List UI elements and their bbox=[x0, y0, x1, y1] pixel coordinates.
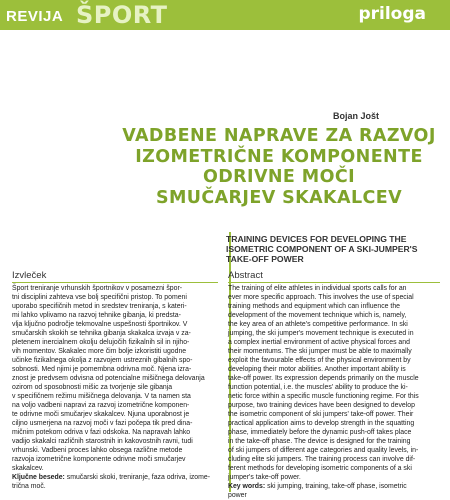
body-line: function potential, i.e. the muscles' ability to produce the ki- bbox=[228, 384, 408, 391]
izvlecek-rule bbox=[12, 282, 218, 283]
body-line: smučarskih skokih se tehnika gibanja skakalca izvaja v za- bbox=[12, 330, 191, 337]
body-line: na voljo vadbeni napravi za razvoj izometrične komponen- bbox=[12, 402, 190, 409]
body-line: te odrivne moči smučarjev skakalcev. Njuna uporabnost je bbox=[12, 411, 190, 418]
english-title-line: TRAINING DEVICES FOR DEVELOPING THE bbox=[226, 234, 407, 244]
body-line: jumper's take-off power. bbox=[228, 474, 301, 481]
keywords-label: Ključne besede: bbox=[12, 474, 65, 481]
abstract-rule bbox=[228, 282, 440, 283]
body-line: razvoja izometrične komponente odrivne moči smučarjev bbox=[12, 456, 186, 463]
body-line: a complex inertial environment of active physical forces and bbox=[228, 339, 410, 346]
body-line: znost je predvsem odvisna od potencialne mišičnega delovanja bbox=[12, 375, 205, 382]
body-line: The training of elite athletes in individual sports calls for an bbox=[228, 285, 407, 292]
english-title-line: ISOMETRIC COMPONENT OF A SKI-JUMPER'S bbox=[226, 244, 418, 254]
keywords-line bbox=[228, 482, 440, 491]
body-line: developing their motor abilities. Another important ability is bbox=[228, 366, 406, 373]
title-line: SMUČARJEV SKAKALCEV bbox=[155, 187, 403, 208]
body-line: vrhunski. Vadbeni proces lahko obsega različne metode bbox=[12, 447, 183, 454]
abstract-body bbox=[228, 284, 440, 500]
body-line: development of the movement technique which is, namely, bbox=[228, 312, 407, 319]
keywords-line bbox=[12, 473, 218, 482]
keywords-label: Key words: bbox=[228, 483, 266, 490]
body-line: their momentums. The ski jumper must be able to maximally bbox=[228, 348, 412, 355]
body-line: jumping, the ski jumper's movement technique is executed in bbox=[228, 330, 414, 337]
english-title-line: TAKE-OFF POWER bbox=[226, 254, 304, 264]
title-line: ODRIVNE MOČI bbox=[202, 167, 356, 187]
body-line: of ski jumpers of different age categories and quality levels, in- bbox=[228, 447, 419, 454]
body-line: purpose, two training devices have been designed to develop bbox=[228, 402, 415, 409]
izvlecek-heading: Izvleček bbox=[12, 270, 47, 281]
body-line: vih momentov. Skakalec more čim bolje izkoristiti ugodne bbox=[12, 348, 187, 355]
abstract-heading: Abstract bbox=[228, 270, 263, 281]
body-line: tni disciplini zahteva vse bolj specifični pristop. To pomeni bbox=[12, 294, 187, 301]
body-line: cluding elite ski jumpers. The training process can involve dif- bbox=[228, 456, 416, 463]
body-line: ever more specific approach. This involves the use of special bbox=[228, 294, 414, 301]
magazine-title: ŠPORT bbox=[76, 1, 168, 29]
body-line: practical application aims to develop strength in the squatting bbox=[228, 420, 415, 427]
title-line: IZOMETRIČNE KOMPONENTE bbox=[135, 146, 423, 167]
body-line: the key area of an athlete's competitive performance. In ski bbox=[228, 321, 408, 328]
article-title bbox=[118, 126, 440, 208]
body-line: sobnosti. Med njimi je pomembna odrivna moč. Njena izra- bbox=[12, 366, 192, 373]
body-line: pletenem inercialnem okolju delujočih fizikalnih sil in njiho- bbox=[12, 339, 190, 346]
magazine-label: REVIJA bbox=[6, 8, 64, 25]
body-line: exploit the favourable effects of the physical environment by bbox=[228, 357, 411, 364]
title-line: VADBENE NAPRAVE ZA RAZVOJ bbox=[122, 126, 436, 146]
keywords-text: ski jumping, training, take-off phase, isometric bbox=[265, 483, 407, 490]
body-line: take-off power. Its expression depends primarily on the muscle bbox=[228, 375, 419, 382]
body-line: vadijo skakalci različnih starostnih in kakovostnih ravni, tudi bbox=[12, 438, 193, 445]
body-line: phase, immediately before the dynamic push-off takes place bbox=[228, 429, 412, 436]
section-label: priloga bbox=[358, 4, 426, 24]
keywords-text: trična moč. bbox=[12, 483, 46, 490]
body-line: uporabo specifičnih metod in sredstev treniranja, s kateri- bbox=[12, 303, 187, 310]
body-line: the isometric component of ski jumpers' take-off power. Their bbox=[228, 411, 414, 418]
body-line: učinke fizikalnega okolja z razvojem ustreznih gibalnih spo- bbox=[12, 357, 193, 364]
body-line: ciljno usmerjena na razvoj moči v fazi počepa tik pred dina- bbox=[12, 420, 193, 427]
body-line: skakalcev. bbox=[12, 465, 44, 472]
keywords-text: power bbox=[228, 492, 247, 499]
body-line: ozirom od sposobnosti mišic za tvorjenje sile gibanja bbox=[12, 384, 173, 391]
keywords-text: smučarski skoki, treniranje, faza odriva, izome- bbox=[64, 474, 210, 481]
author-name: Bojan Jošt bbox=[333, 111, 380, 121]
body-line: Šport treniranje vrhunskih športnikov v posamezni špor- bbox=[12, 285, 183, 292]
header-band bbox=[0, 0, 450, 30]
english-title bbox=[226, 234, 441, 264]
body-line: v specifičnem režimu mišičnega delovanja. V ta namen sta bbox=[12, 393, 191, 400]
body-line: ferent methods for developing isometric components of a ski bbox=[228, 465, 412, 472]
body-line: in the take-off phase. The device is designed for the training bbox=[228, 438, 411, 445]
body-line: mi lahko vplivamo na razvoj tehnike gibanja, ki predsta- bbox=[12, 312, 181, 319]
body-line: training methods and equipment which can influence the bbox=[228, 303, 400, 310]
izvlecek-body bbox=[12, 284, 218, 491]
body-line: netic force within a specific muscle functioning regime. For this bbox=[228, 393, 419, 400]
body-line: mičnim potekom odriva v fazi odskoka. Na napravah lahko bbox=[12, 429, 191, 436]
body-line: vlja ključno področje tekmovalne uspešnosti športnikov. V bbox=[12, 321, 188, 328]
